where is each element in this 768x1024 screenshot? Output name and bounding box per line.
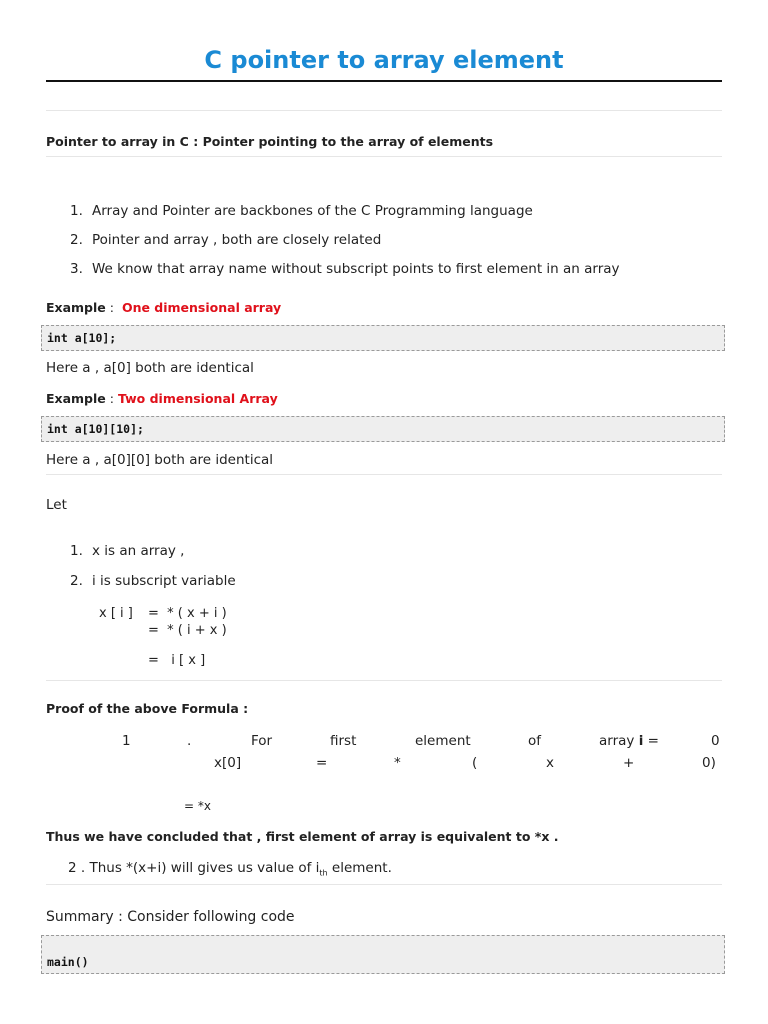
list-item xyxy=(70,573,236,589)
point-two-end: element. xyxy=(327,860,392,876)
list-item-text: We know that array name without subscript points to first element in an array xyxy=(92,261,620,277)
intro-line xyxy=(46,134,493,149)
proof-word: 1 xyxy=(122,733,131,749)
divider xyxy=(46,884,722,885)
proof-word: x xyxy=(546,755,554,771)
example-value: Two dimensional Array xyxy=(117,391,278,406)
divider xyxy=(46,156,722,157)
conclusion-text: Thus we have concluded that , first element of array is equivalent to *x xyxy=(46,829,550,844)
proof-heading xyxy=(46,701,248,716)
list-item-number: 2. xyxy=(70,573,83,589)
title-divider xyxy=(46,80,722,82)
example-label: Example xyxy=(46,391,106,406)
divider xyxy=(46,680,722,681)
example-heading xyxy=(46,300,281,315)
formula-line: = * ( i + x ) xyxy=(148,623,227,638)
list-item-text: i is subscript variable xyxy=(92,573,236,589)
proof-word: 0) xyxy=(702,755,716,771)
intro-colon: : xyxy=(193,134,199,149)
list-item xyxy=(70,543,184,559)
point-two-text: 2 . Thus *(x+i) will gives us value of i xyxy=(68,860,320,876)
list-item-number: 1. xyxy=(70,543,83,559)
proof-word: x[0] xyxy=(214,755,242,771)
example-colon: : xyxy=(109,300,114,315)
list-item xyxy=(70,203,533,219)
proof-word xyxy=(599,733,659,749)
proof-colon: : xyxy=(243,701,249,716)
list-item-number: 3. xyxy=(70,261,83,277)
example-heading xyxy=(46,391,278,406)
list-item-text: Array and Pointer are backbones of the C Programming language xyxy=(92,203,533,219)
proof-word: element xyxy=(415,733,471,749)
proof-word-eq: = xyxy=(647,733,659,749)
example-colon: : xyxy=(109,391,114,406)
formula-line: = * ( x + i ) xyxy=(148,606,227,621)
list-item xyxy=(70,232,381,248)
proof-word: 0 xyxy=(711,733,720,749)
proof-word: For xyxy=(251,733,273,749)
code-block xyxy=(41,416,725,442)
divider xyxy=(46,110,722,111)
divider xyxy=(46,474,722,475)
code-text: int a[10][10]; xyxy=(47,422,144,436)
list-item-number: 2. xyxy=(70,232,83,248)
proof-result: = *x xyxy=(184,799,211,813)
point-two xyxy=(68,860,392,878)
conclusion xyxy=(46,829,559,844)
code-block xyxy=(41,935,725,974)
list-item-number: 1. xyxy=(70,203,83,219)
page-title: C pointer to array element xyxy=(204,46,564,74)
proof-label: Proof of the above Formula xyxy=(46,701,239,716)
intro-lead: Pointer to array in C xyxy=(46,134,189,149)
proof-word: ( xyxy=(472,755,478,771)
proof-word: = xyxy=(316,755,328,771)
formula-lhs: x [ i ] xyxy=(99,606,133,621)
proof-word: * xyxy=(394,755,401,771)
proof-word: . xyxy=(187,733,192,749)
proof-word-i: i xyxy=(638,733,644,749)
list-item-text: Pointer and array , both are closely related xyxy=(92,232,382,248)
summary-line xyxy=(46,909,295,925)
proof-word: of xyxy=(528,733,542,749)
list-item xyxy=(70,261,620,277)
list-item-text: x is an array , xyxy=(92,543,185,559)
example-note: Here a , a[0][0] both are identical xyxy=(46,452,274,468)
proof-word-array: array xyxy=(599,733,635,749)
summary-label: Summary : xyxy=(46,909,123,925)
summary-text: Consider following code xyxy=(127,909,295,925)
proof-word: first xyxy=(330,733,357,749)
example-note: Here a , a[0] both are identical xyxy=(46,360,254,376)
code-text: int a[10]; xyxy=(47,331,117,345)
example-label: Example xyxy=(46,300,106,315)
example-value: One dimensional array xyxy=(121,300,282,315)
point-two-subscript: th xyxy=(319,868,328,878)
intro-rest: Pointer pointing to the array of elements xyxy=(202,134,494,149)
let-text: Let xyxy=(46,497,67,513)
proof-word: + xyxy=(623,755,635,771)
code-text: main() xyxy=(47,955,89,969)
conclusion-period: . xyxy=(553,829,559,844)
formula-line: = i [ x ] xyxy=(148,653,206,668)
code-block xyxy=(41,325,725,351)
